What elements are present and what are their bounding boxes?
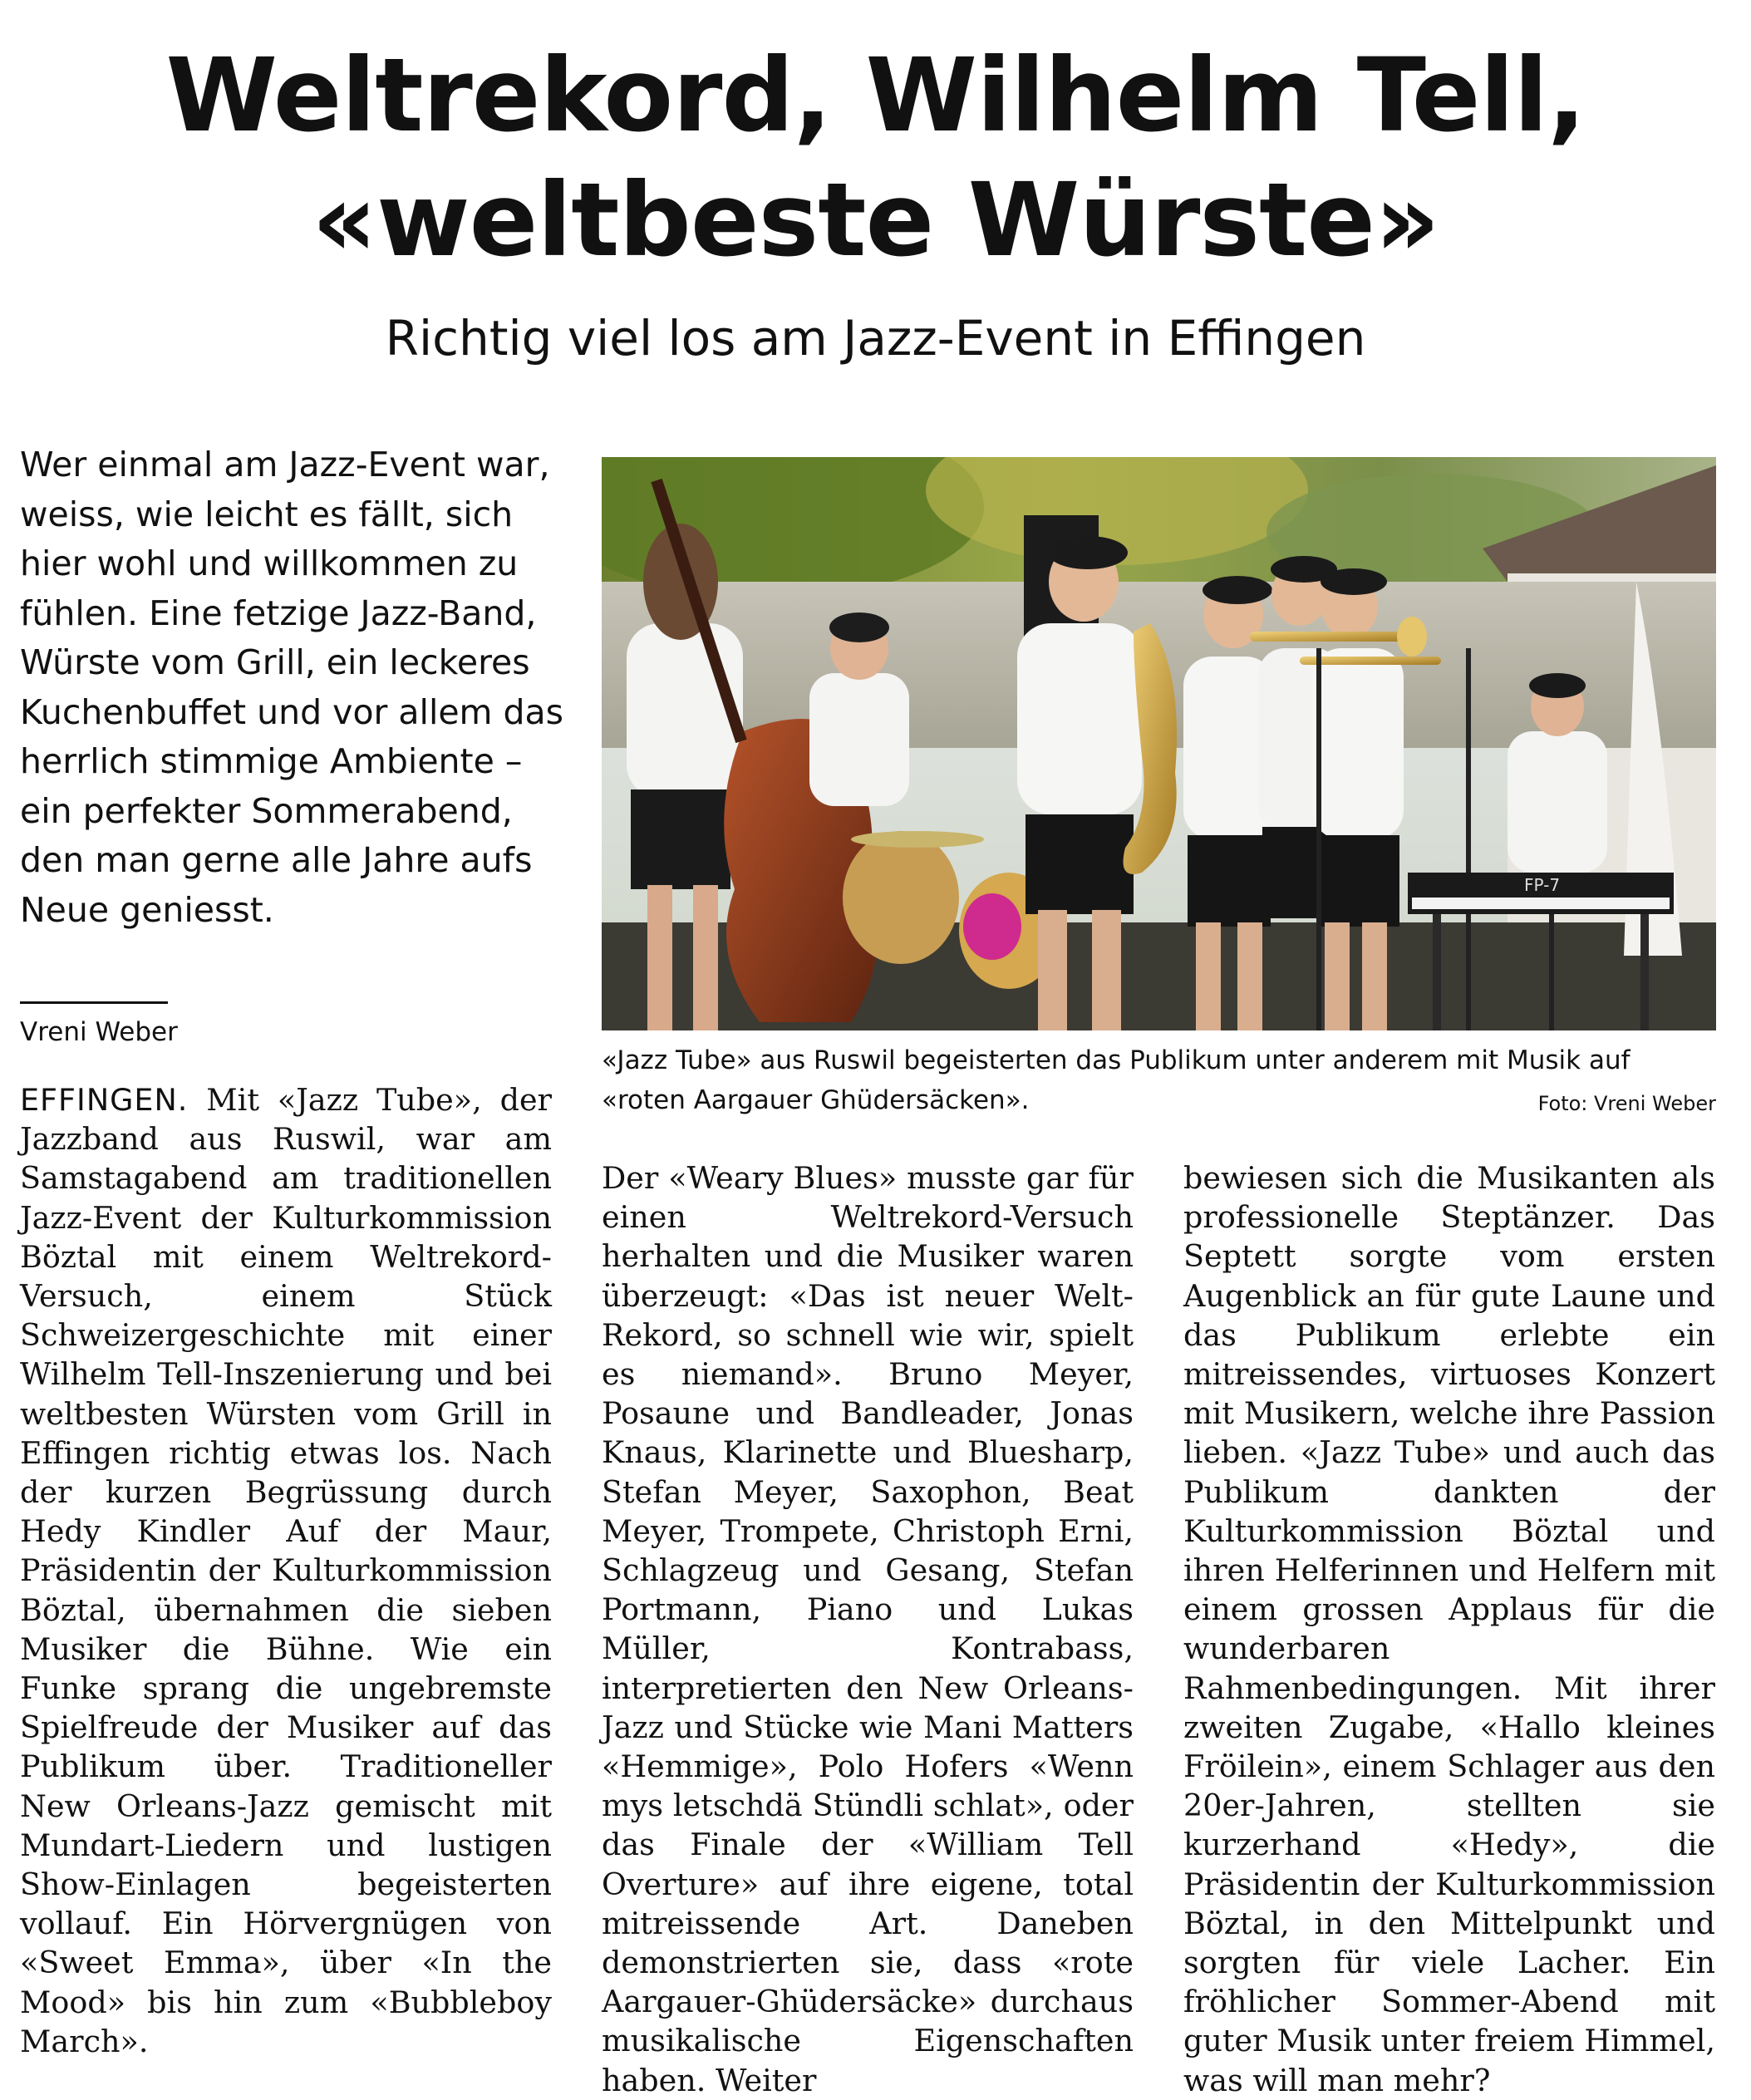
subtitle: Richtig viel los am Jazz-Event in Effingen	[385, 310, 1366, 366]
lead-paragraph: Wer einmal am Jazz-Event war, weiss, wie leicht es fällt, sich hier wohl und willkommen zu fühlen. Eine fetzige Jazz-Band, Würste vom Grill, ein leckeres Kuchenbuffet und vor allem das herrlich stimmige Ambiente – ein perfekter Sommerabend, den man gerne alle Jahre aufs Neue geniesst.	[20, 445, 564, 930]
headline	[0, 33, 1751, 283]
headline-line-2: «weltbeste Würste»	[312, 161, 1439, 279]
body-column-1	[20, 1080, 552, 2061]
lead-divider	[20, 1001, 168, 1004]
photo-credit: Foto: Vreni Weber	[1537, 1092, 1716, 1115]
headline-line-1: Weltrekord, Wilhelm Tell,	[165, 37, 1586, 155]
photo-caption: «Jazz Tube» aus Ruswil begeisterten das Publikum unter anderem mit Musik auf «roten Aargauer Ghüdersäcken».	[602, 1045, 1630, 1115]
author-byline: Vreni Weber	[20, 1017, 178, 1047]
band-photo	[602, 457, 1716, 1030]
body-column-3: bewiesen sich die Musikanten als professionelle Steptänzer. Das Septett sorgte vom ersten Augenblick an für gute Laune und das Publikum erlebte ein mitreissendes, virtuoses Konzert mit Musikern, welche ihre Passion lieben. «Jazz Tube» und auch das Publikum dankten der Kulturkommission Böztal und ihren Helferinnen und Helfern mit einem grossen Applaus für die wunderbaren Rahmenbedingungen. Mit ihrer zweiten Zugabe, «Hallo kleines Fröilein», einem Schlager aus den 20er-Jahren, stellten sie kurzerhand «Hedy», die Präsidentin der Kulturkommission Böztal, in den Mittelpunkt und sorgten für viele Lacher. Ein fröhlicher Sommer-Abend mit guter Musik unter freiem Himmel, was will man mehr?	[1183, 1160, 1715, 2098]
body-column-2: Der «Weary Blues» musste gar für einen Weltrekord-Versuch herhalten und die Musiker waren überzeugt: «Das ist neuer Welt-Rekord, so schnell wie wir, spielt es niemand». Bruno Meyer, Posaune und Bandleader, Jonas Knaus, Klarinette und Bluesharp, Stefan Meyer, Saxophon, Beat Meyer, Trompete, Christoph Erni, Schlagzeug und Gesang, Stefan Portmann, Piano und Lukas Müller, Kontrabass, interpretierten den New Orleans-Jazz und Stücke wie Mani Matters «Hemmige», Polo Hofers «Wenn mys letschdä Stündli schlat», oder das Finale der «William Tell Overture» auf ihre eigene, total mitreissende Art. Daneben demonstrierten sie, dass «rote Aargauer-Ghüdersäcke» durchaus musikalische Eigenschaften haben. Weiter	[602, 1160, 1134, 2098]
body-column-1-text: Mit «Jazz Tube», der Jazzband aus Ruswil, war am Samstagabend am traditionellen Jazz-Event der Kulturkommission Böztal mit einem Weltrekord-Versuch, einem Stück Schweizergeschichte mit einer Wilhelm Tell-Inszenierung und bei weltbesten Würsten vom Grill in Effingen richtig etwas los. Nach der kurzen Begrüssung durch Hedy Kindler Auf der Maur, Präsidentin der Kulturkommission Böztal, übernahmen die sieben Musiker die Bühne. Wie ein Funke sprang die ungebremste Spielfreude der Musiker auf das Publikum über. Traditioneller New Orleans-Jazz gemischt mit Mundart-Liedern und lustigen Show-Einlagen begeisterten vollauf. Ein Hörvergnügen von «Sweet Emma», über «In the Mood» bis hin zum «Bubbleboy March».	[20, 1082, 552, 2059]
keyboard-brand-label: FP-7	[1524, 875, 1561, 895]
dateline: EFFINGEN.	[20, 1082, 189, 1118]
